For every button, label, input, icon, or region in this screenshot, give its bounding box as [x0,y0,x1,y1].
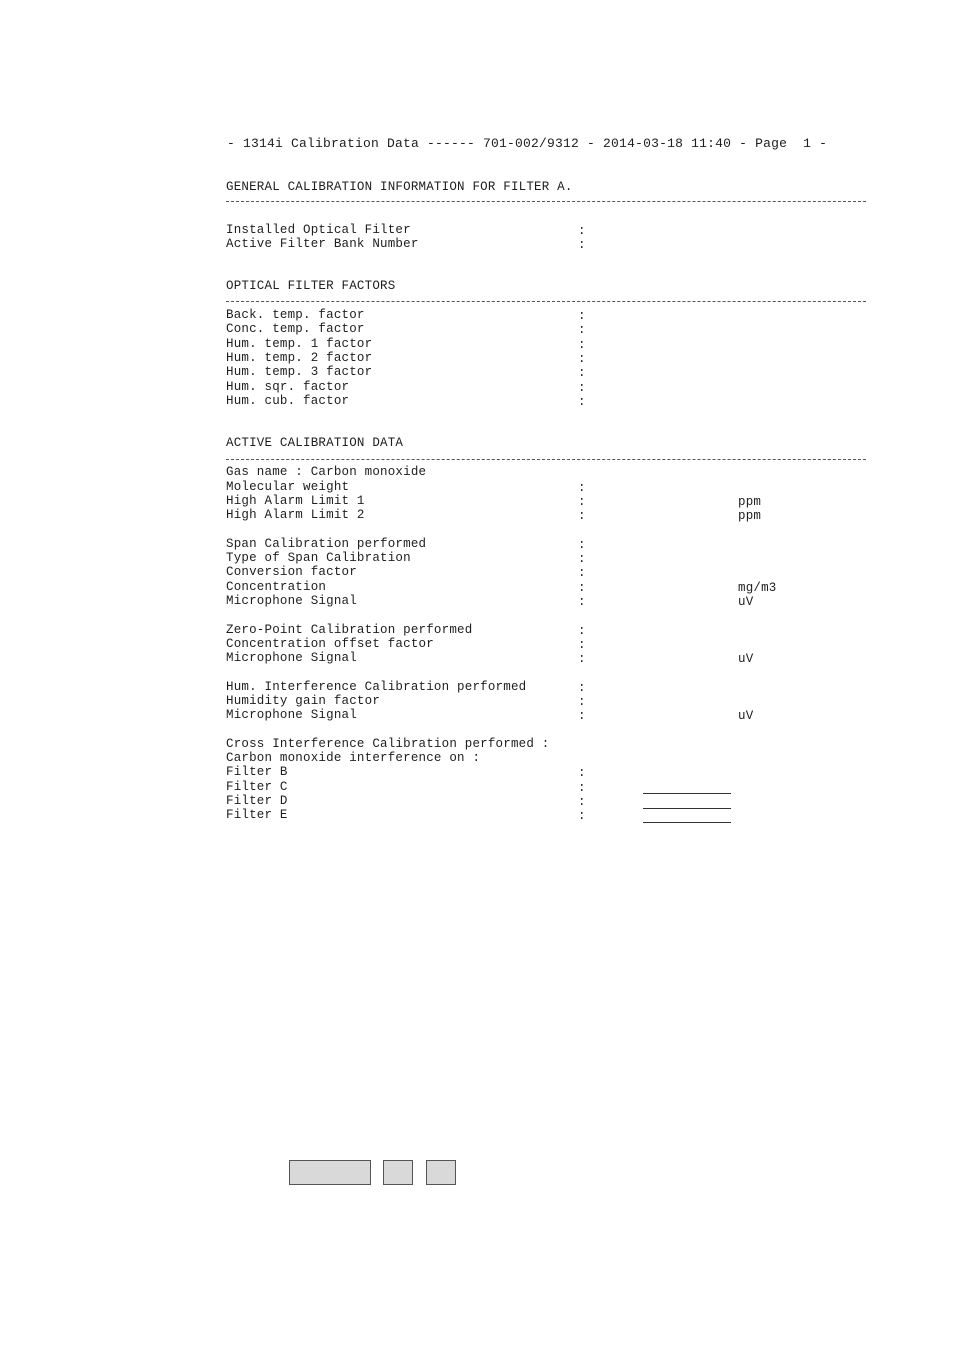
data-row [0,337,586,352]
data-row [0,465,427,479]
grey-box-wide [289,1160,371,1185]
data-row [0,637,586,652]
row-colon: : [578,224,586,238]
row-label: Filter E [226,808,288,822]
data-row [0,651,754,666]
row-colon: : [578,566,586,580]
data-row [0,694,586,709]
row-label: Molecular weight [226,480,350,494]
row-label: Concentration offset factor [226,637,434,651]
row-label: Hum. temp. 3 factor [226,365,373,379]
data-row [0,365,586,380]
row-label: High Alarm Limit 2 [226,508,365,522]
row-colon: : [578,638,586,652]
row-colon: : [578,709,586,723]
row-colon: : [578,395,586,409]
row-label: Zero-Point Calibration performed [226,623,473,637]
divider [226,201,866,202]
row-label: Carbon monoxide interference on : [226,751,481,765]
data-row [0,494,762,509]
row-unit: mg/m3 [738,581,777,595]
row-label: Microphone Signal [226,708,357,722]
row-label: Concentration [226,580,327,594]
row-colon: : [578,323,586,337]
data-row [0,551,586,566]
row-unit: uV [738,652,754,666]
row-label: Span Calibration performed [226,537,427,551]
printout-header: - 1314i Calibration Data ------ 701-002/9312 - 2014-03-18 11:40 - Page 1 - [227,136,828,151]
row-colon: : [578,238,586,252]
row-label: Filter B [226,765,288,779]
row-unit: uV [738,709,754,723]
row-colon: : [578,381,586,395]
row-label: Hum. temp. 2 factor [226,351,373,365]
row-label: Installed Optical Filter [226,223,411,237]
row-label: Cross Interference Calibration performed : [226,737,550,751]
row-colon: : [578,595,586,609]
row-colon: : [578,809,586,823]
row-label: High Alarm Limit 1 [226,494,365,508]
row-label: Conversion factor [226,565,357,579]
blank-value-line [643,793,731,794]
row-label: Back. temp. factor [226,308,365,322]
row-label: Filter D [226,794,288,808]
data-row [0,308,586,323]
row-unit: uV [738,595,754,609]
data-row [0,765,586,780]
row-colon: : [578,366,586,380]
data-row [0,537,586,552]
row-unit: ppm [738,495,762,509]
data-row [0,508,762,523]
data-row [0,680,586,695]
row-colon: : [578,681,586,695]
row-colon: : [578,309,586,323]
data-row [0,808,586,823]
data-row [0,737,550,751]
row-colon: : [578,538,586,552]
data-row [0,594,754,609]
grey-box-small [383,1160,413,1185]
row-colon: : [578,509,586,523]
row-colon: : [578,495,586,509]
row-label: Humidity gain factor [226,694,381,708]
data-row [0,223,586,238]
row-colon: : [578,552,586,566]
row-colon: : [578,581,586,595]
row-colon: : [578,795,586,809]
row-label: Type of Span Calibration [226,551,411,565]
data-row [0,351,586,366]
row-label: Hum. temp. 1 factor [226,337,373,351]
data-row [0,237,586,252]
row-colon: : [578,695,586,709]
row-colon: : [578,481,586,495]
row-colon: : [578,652,586,666]
row-label: Conc. temp. factor [226,322,365,336]
blank-value-line [643,808,731,809]
row-label: Hum. cub. factor [226,394,350,408]
data-row [0,565,586,580]
data-row [0,322,586,337]
row-label: Hum. sqr. factor [226,380,350,394]
row-colon: : [578,624,586,638]
row-label: Microphone Signal [226,651,357,665]
row-colon: : [578,781,586,795]
data-row [0,751,481,765]
data-row [0,623,586,638]
row-label: Microphone Signal [226,594,357,608]
row-colon: : [578,338,586,352]
blank-value-line [643,822,731,823]
data-row [0,580,777,595]
row-colon: : [578,352,586,366]
data-row [0,480,586,495]
row-colon: : [578,766,586,780]
section-heading-general: GENERAL CALIBRATION INFORMATION FOR FILTER A. [226,180,573,194]
section-heading-active: ACTIVE CALIBRATION DATA [226,436,404,450]
data-row [0,394,586,409]
data-row [0,780,586,795]
divider [226,459,866,460]
grey-box-small [426,1160,456,1185]
data-row [0,708,754,723]
section-heading-optical: OPTICAL FILTER FACTORS [226,279,396,293]
row-label: Active Filter Bank Number [226,237,419,251]
row-label: Filter C [226,780,288,794]
divider [226,301,866,302]
data-row [0,380,586,395]
row-label: Gas name : Carbon monoxide [226,465,427,479]
row-label: Hum. Interference Calibration performed [226,680,527,694]
data-row [0,794,586,809]
row-unit: ppm [738,509,762,523]
